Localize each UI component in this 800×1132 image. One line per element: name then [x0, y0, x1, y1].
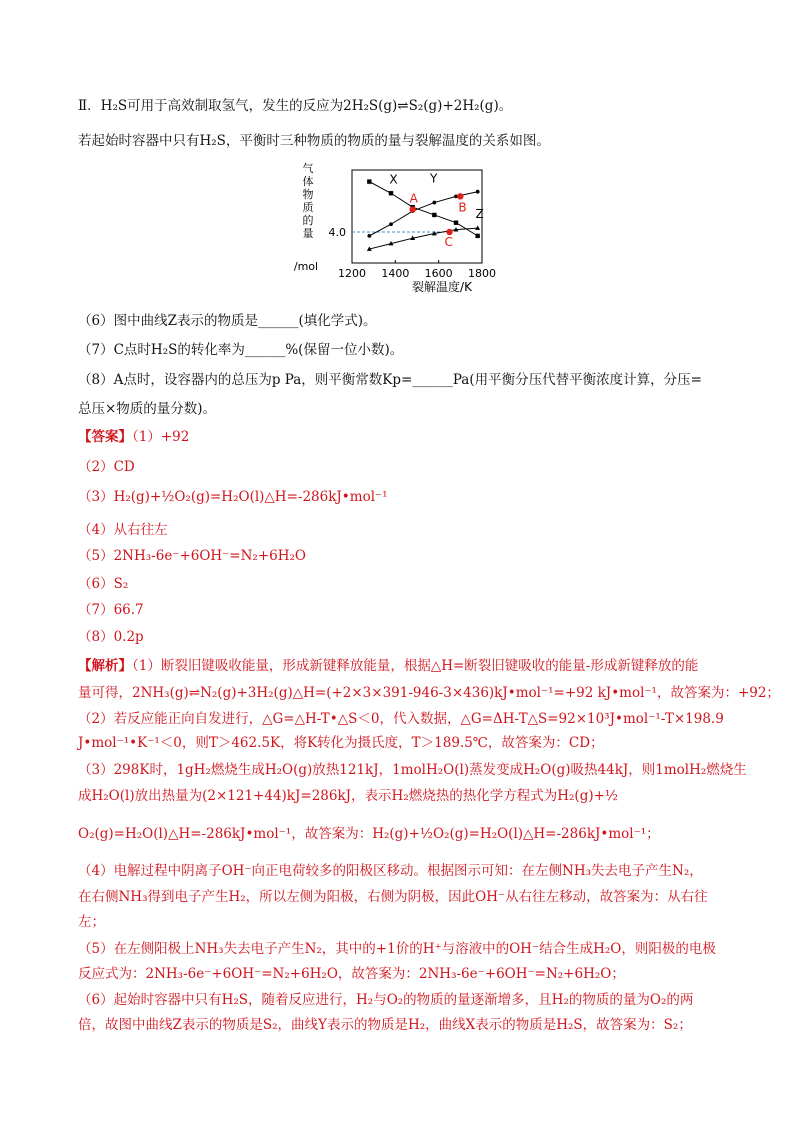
question-7: （7）C点时H₂S的转化率为______%(保留一位小数)。	[78, 342, 404, 358]
analysis-p6-l2: 倍，故图中曲线Z表示的物质是S₂，曲线Y表示的物质是H₂，曲线X表示的物质是H₂S，故答案为：S₂；	[78, 1017, 692, 1033]
annotation-label-C: C	[444, 235, 453, 249]
analysis-p5-l2: 反应式为：2NH₃-6e⁻+6OH⁻=N₂+6H₂O，故答案为：2NH₃-6e⁻+6OH⁻=N₂+6H₂O；	[78, 966, 625, 982]
series-point-X	[367, 179, 371, 183]
analysis-p3-l3: O₂(g)=H₂O(l)△H=-286kJ•mol⁻¹，故答案为：H₂(g)+½O₂(g)=H₂O(l)△H=-286kJ•mol⁻¹；	[78, 826, 660, 842]
analysis-p5-l1: （5）在左侧阳极上NH₃失去电子产生N₂，其中的+1价的H⁺与溶液中的OH⁻结合生成H₂O，则阳极的电极	[78, 941, 716, 957]
annotation-label-A: A	[409, 191, 418, 206]
y-axis-label-char: 气	[302, 162, 314, 175]
series-line-Z	[369, 228, 477, 249]
answer-1: （1）+92	[132, 429, 190, 445]
annotation-label-B: B	[458, 200, 467, 215]
series-point-X	[432, 213, 436, 217]
question-6: （6）图中曲线Z表示的物质是______(填化学式)。	[78, 313, 377, 329]
analysis-p4-l2: 在右侧NH₃得到电子产生H₂，所以左侧为阳极，右侧为阴极，因此OH⁻从右往左移动，故答案为：从右往	[78, 889, 708, 905]
series-point-Y	[476, 190, 480, 194]
x-tick-label: 1800	[468, 267, 496, 280]
answer-7: （7）66.7	[78, 602, 144, 618]
section-title: Ⅱ．H₂S可用于高效制取氢气，发生的反应为2H₂S(g)⇌S₂(g)+2H₂(g)。	[78, 98, 513, 114]
y-axis-label-char: 的	[302, 214, 314, 227]
answer-8: （8）0.2p	[78, 629, 144, 645]
series-point-Y	[367, 234, 371, 238]
annotation-point-A	[409, 206, 415, 212]
plot-frame	[352, 170, 482, 263]
y-axis-label-char: 量	[302, 227, 314, 240]
series-point-Z	[475, 226, 480, 230]
question-8-line1: （8）A点时，设容器内的总压为p Pa，则平衡常数Kp=______Pa(用平衡分压代替平衡浓度计算，分压=	[78, 372, 702, 388]
x-axis-label: 裂解温度/K	[412, 280, 472, 294]
y-tick-label: 4.0	[328, 226, 346, 239]
y-axis-label-char: 物	[302, 188, 314, 201]
analysis-p6-l1: （6）起始时容器中只有H₂S，随着反应进行，H₂与O₂的物质的量逐渐增多，且H₂的物质的量为O₂的两	[78, 992, 694, 1008]
annotation-point-B	[457, 193, 463, 199]
intro-text: 若起始时容器中只有H₂S，平衡时三种物质的物质的量与裂解温度的关系如图。	[78, 133, 550, 149]
answer-4: （4）从右往左	[78, 522, 168, 538]
analysis-p3-l1: （3）298K时，1gH₂燃烧生成H₂O(g)放热121kJ，1molH₂O(l)蒸发变成H₂O(g)吸热44kJ，则1molH₂燃烧生	[78, 762, 747, 778]
analysis-row-1	[78, 656, 698, 676]
series-point-X	[454, 221, 458, 225]
equilibrium-chart	[290, 158, 512, 306]
analysis-p4-l3: 左；	[78, 914, 105, 930]
analysis-p1-l1: （1）断裂旧键吸收能量，形成新键释放能量，根据△H=断裂旧键吸收的能量-形成新键释放的能	[132, 658, 699, 674]
series-point-Y	[432, 201, 436, 205]
analysis-p1-l2: 量可得，2NH₃(g)⇌N₂(g)+3H₂(g)△H=(+2×3×391-946-3×436)kJ•mol⁻¹=+92 kJ•mol⁻¹，故答案为：+92；	[78, 685, 780, 701]
answer-6: （6）S₂	[78, 576, 129, 592]
y-axis-label-unit: /mol	[293, 260, 319, 273]
x-tick-label: 1600	[424, 267, 453, 280]
series-label-X: X	[389, 172, 398, 187]
y-axis-label-char: 质	[302, 201, 314, 214]
analysis-p3-l2: 成H₂O(l)放出热量为(2×121+44)kJ=286kJ，表示H₂燃烧热的热化学方程式为H₂(g)+½	[78, 788, 618, 804]
x-tick-label: 1400	[381, 267, 410, 280]
answer-3: （3）H₂(g)+½O₂(g)=H₂O(l)△H=-286kJ•mol⁻¹	[78, 489, 388, 505]
series-label-Y: Y	[430, 171, 438, 186]
analysis-p2-l1: （2）若反应能正向自发进行，△G=△H-T•△S＜0，代入数据，△G=ΔH-T△S=92×10³J•mol⁻¹-T×198.9	[78, 711, 724, 727]
answer-row-1	[78, 427, 189, 447]
question-8-line2: 总压×物质的量分数)。	[78, 401, 217, 417]
series-point-Y	[389, 222, 393, 226]
series-label-Z: Z	[475, 207, 484, 222]
analysis-tag: 【解析】	[78, 658, 132, 674]
x-tick-label: 1200	[338, 267, 366, 280]
analysis-p4-l1: （4）电解过程中阴离子OH⁻向正电荷较多的阳极区移动。根据图示可知：在左侧NH₃失去电子产生N₂，	[78, 863, 703, 879]
answer-2: （2）CD	[78, 459, 135, 475]
series-point-X	[475, 234, 479, 238]
analysis-p2-l2: J•mol⁻¹•K⁻¹＜0，则T＞462.5K，将K转化为摄氏度，T＞189.5℃，故答案为：CD；	[78, 735, 604, 751]
series-point-X	[389, 191, 393, 195]
answer-tag: 【答案】	[78, 429, 132, 445]
y-axis-label-char: 体	[302, 175, 314, 188]
answer-5: （5）2NH₃-6e⁻+6OH⁻=N₂+6H₂O	[78, 548, 306, 564]
